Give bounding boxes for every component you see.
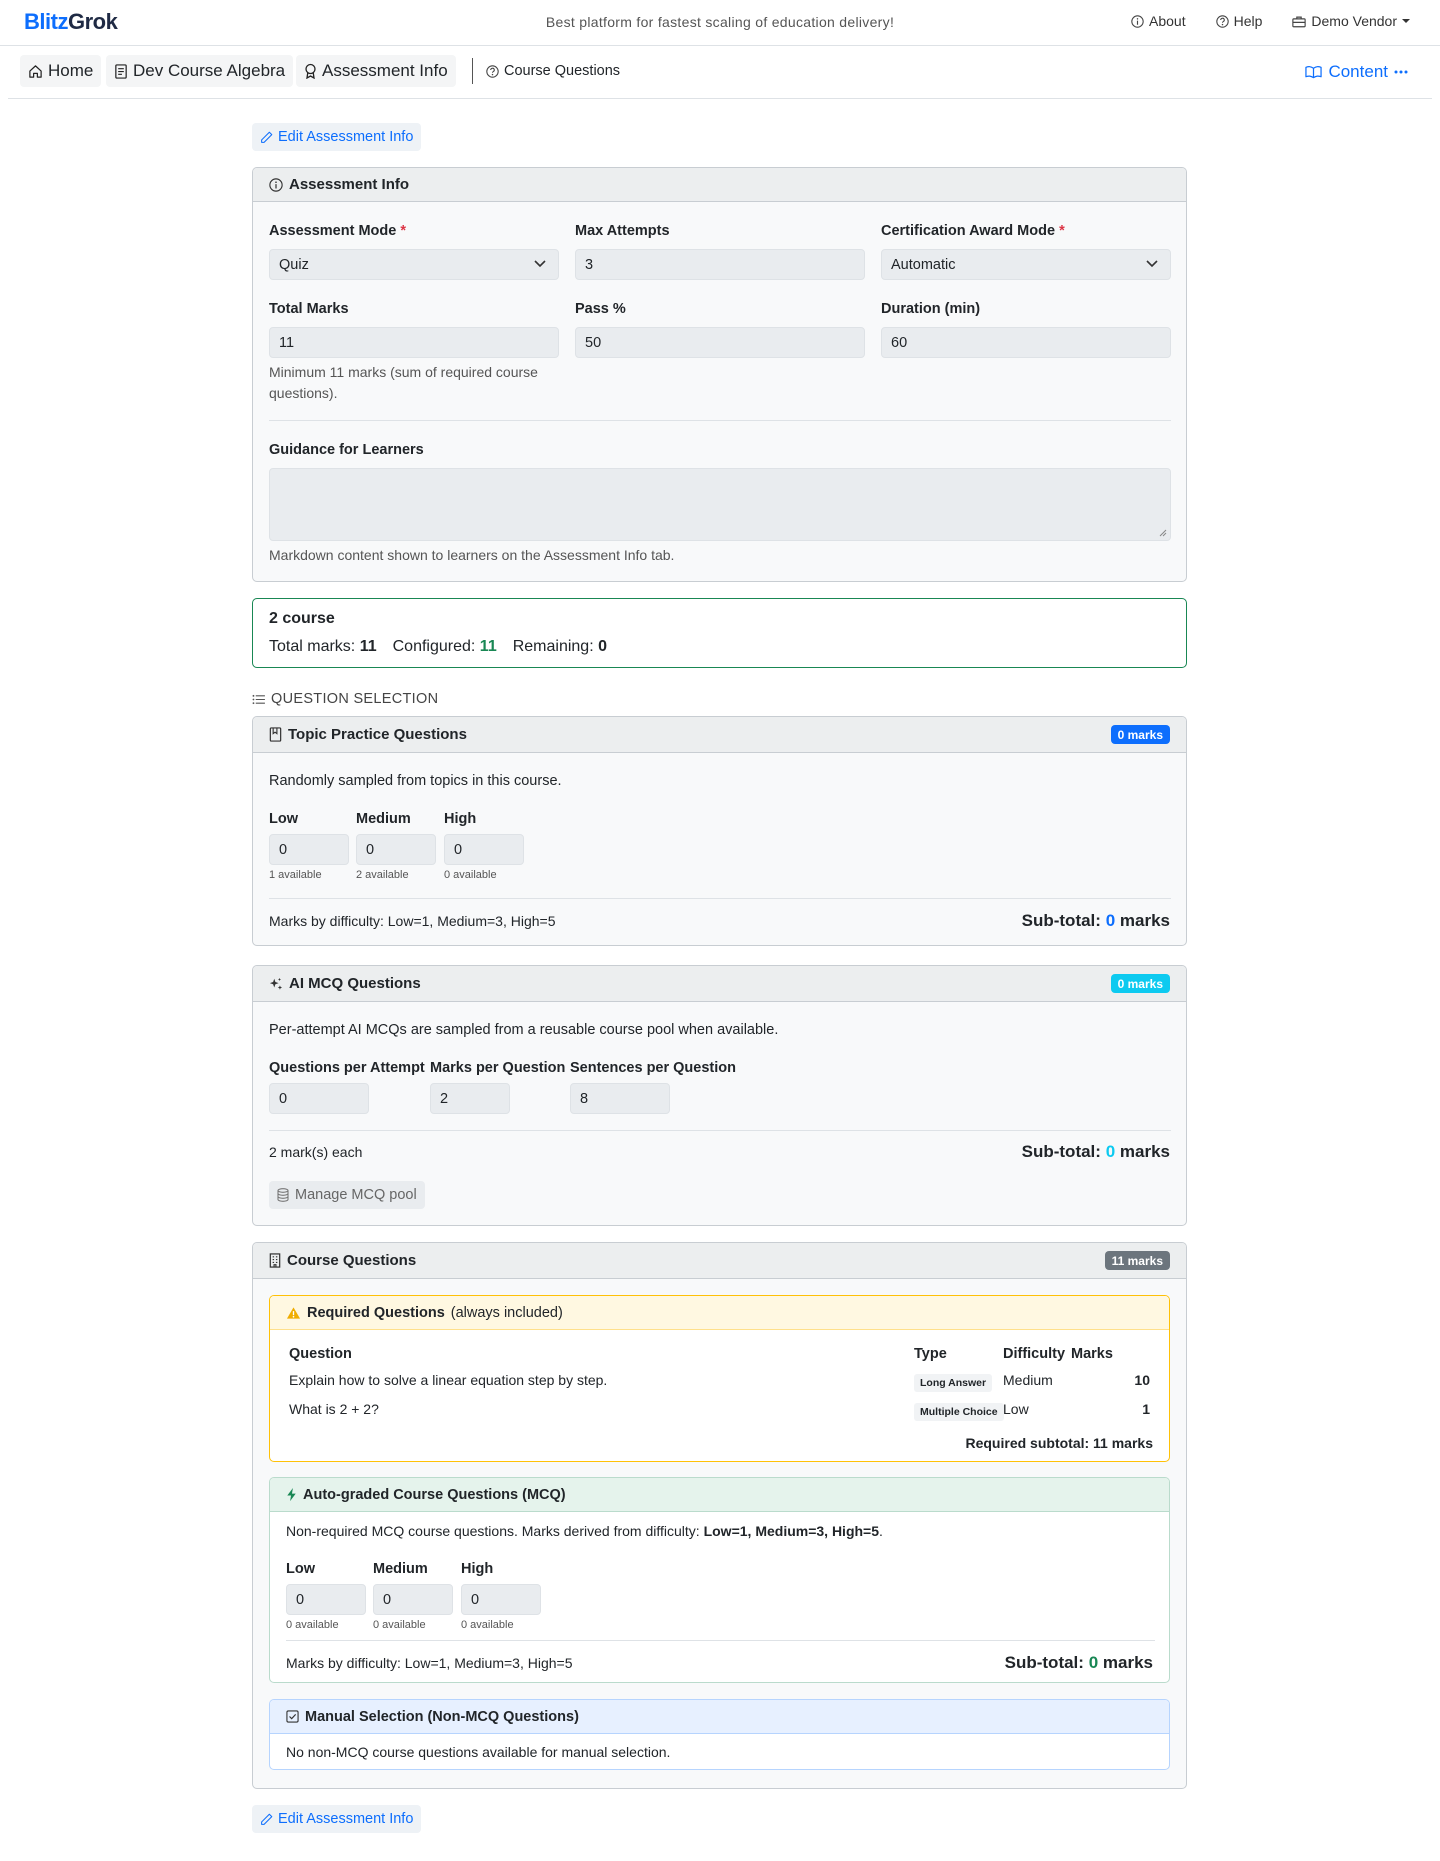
vendor-label: Demo Vendor (1311, 13, 1397, 29)
award-icon (304, 63, 317, 79)
topic-practice-card (252, 716, 1187, 946)
auto-low-input[interactable] (286, 1584, 366, 1615)
auto-high-available: 0 available (461, 1619, 514, 1631)
ai-mcq-subtotal-value: 0 (1105, 1142, 1116, 1161)
ai-mcq-desc: Per-attempt AI MCQs are sampled from a reusable course pool when available. (269, 1022, 779, 1038)
assessment-mode-select[interactable] (269, 249, 559, 280)
required-marker: * (400, 223, 407, 239)
auto-graded-desc-text: Non-required MCQ course questions. Marks derived from difficulty: (286, 1523, 704, 1539)
breadcrumb-assessment[interactable] (296, 55, 456, 87)
col-header-type: Type (914, 1346, 947, 1362)
help-label: Help (1233, 13, 1263, 29)
total-marks-value: 11 (279, 334, 295, 351)
required-subtotal: Required subtotal: 11 marks (965, 1435, 1153, 1451)
manage-mcq-pool-label: Manage MCQ pool (295, 1187, 417, 1203)
topic-low-label: Low (269, 811, 298, 827)
auto-graded-desc (286, 1523, 883, 1539)
auto-subtotal-label: Sub-total: (1004, 1653, 1084, 1672)
brand-part-b: Grok (67, 9, 118, 34)
breadcrumb-current (478, 55, 628, 87)
assessment-mode-label (269, 223, 406, 239)
required-questions-card (269, 1295, 1170, 1462)
check-square-icon (286, 1710, 299, 1723)
brand-part-a: Blitz (24, 9, 68, 34)
auto-marks-by-difficulty: Marks by difficulty: Low=1, Medium=3, High=5 (286, 1655, 573, 1671)
top-bar (0, 0, 1440, 46)
auto-medium-label: Medium (373, 1561, 428, 1577)
cert-award-mode-value: Automatic (891, 256, 956, 273)
help-link[interactable] (1216, 13, 1263, 29)
chevron-down-icon (534, 260, 546, 268)
breadcrumb-assessment-label: Assessment Info (322, 61, 448, 80)
pass-percent-label: Pass % (575, 301, 626, 317)
question-selection-heading (252, 691, 438, 707)
pencil-icon (260, 131, 273, 144)
ai-mcq-card (252, 965, 1187, 1226)
database-icon (277, 1188, 289, 1202)
assessment-mode-label-text: Assessment Mode (269, 223, 397, 239)
question-selection-label: QUESTION SELECTION (271, 691, 439, 707)
course-questions-title: Course Questions (287, 1252, 417, 1269)
required-marker: * (1059, 223, 1065, 239)
max-attempts-input[interactable] (575, 249, 865, 280)
warning-icon (286, 1306, 301, 1320)
about-label: About (1149, 13, 1186, 29)
cert-award-mode-label (881, 223, 1065, 239)
lightning-icon (286, 1487, 297, 1502)
auto-medium-input[interactable] (373, 1584, 453, 1615)
summary-remaining-label: Remaining: (512, 638, 594, 655)
auto-medium-value: 0 (383, 1591, 392, 1608)
cert-award-mode-label-text: Certification Award Mode (881, 223, 1056, 239)
divider (269, 420, 1171, 421)
edit-assessment-label: Edit Assessment Info (278, 1811, 414, 1827)
info-icon (269, 178, 283, 192)
topic-medium-label: Medium (356, 811, 411, 827)
topic-medium-available: 2 available (356, 869, 409, 881)
edit-assessment-button[interactable] (252, 123, 421, 151)
resize-handle-icon[interactable] (1159, 529, 1167, 537)
max-attempts-value: 3 (585, 256, 594, 273)
row-difficulty: Low (1003, 1401, 1029, 1417)
summary-configured-label: Configured: (392, 638, 476, 655)
required-questions-title: Required Questions (307, 1304, 445, 1321)
auto-low-available: 0 available (286, 1619, 339, 1631)
auto-graded-title: Auto-graded Course Questions (MCQ) (303, 1486, 566, 1503)
summary-total (269, 638, 377, 656)
pencil-icon (260, 1813, 273, 1826)
assessment-mode-value: Quiz (279, 256, 309, 273)
questions-per-attempt-input[interactable] (269, 1083, 369, 1114)
edit-assessment-label: Edit Assessment Info (278, 129, 414, 145)
marks-per-question-label: Marks per Question (430, 1060, 566, 1076)
auto-subtotal (1005, 1653, 1153, 1673)
assessment-info-card (252, 167, 1187, 582)
list-icon (252, 694, 265, 705)
summary-remaining-value: 0 (598, 638, 608, 655)
ai-mcq-subtotal-label: Sub-total: (1021, 1142, 1101, 1161)
summary-configured (393, 638, 497, 656)
row-type-badge: Multiple Choice (914, 1403, 1004, 1421)
summary-configured-value: 11 (479, 638, 497, 655)
ai-mcq-subtotal-unit: marks (1119, 1142, 1170, 1161)
auto-high-input[interactable] (461, 1584, 541, 1615)
breadcrumb-home[interactable] (20, 55, 101, 87)
manual-selection-header (270, 1700, 1169, 1734)
col-header-marks: Marks (1071, 1346, 1113, 1362)
total-marks-input[interactable] (269, 327, 559, 358)
topic-high-value: 0 (454, 841, 463, 858)
max-attempts-label: Max Attempts (575, 223, 670, 239)
course-questions-header (253, 1243, 1186, 1279)
cert-award-mode-select[interactable] (881, 249, 1171, 280)
breadcrumb-course[interactable] (106, 55, 293, 87)
duration-value: 60 (891, 334, 908, 351)
topic-practice-badge: 0 marks (1111, 725, 1170, 744)
topic-high-available: 0 available (444, 869, 497, 881)
row-type-badge: Long Answer (914, 1374, 992, 1392)
col-header-difficulty: Difficulty (1003, 1346, 1066, 1362)
auto-graded-card (269, 1477, 1170, 1683)
guidance-textarea[interactable] (269, 468, 1171, 541)
auto-medium-available: 0 available (373, 1619, 426, 1631)
caret-down-icon (1402, 18, 1410, 24)
duration-label: Duration (min) (881, 301, 981, 317)
required-questions-subtitle: (always included) (450, 1304, 563, 1321)
course-questions-card (252, 1242, 1187, 1789)
topic-subtotal-value: 0 (1105, 911, 1116, 930)
building-icon (269, 1253, 281, 1268)
sparkles-icon (269, 977, 283, 991)
ai-mcq-header (253, 966, 1186, 1002)
divider (286, 1640, 1155, 1641)
row-marks: 1 (1142, 1401, 1150, 1417)
divider (269, 898, 1171, 899)
summary-title: 2 course (269, 610, 335, 627)
tagline: Best platform for fastest scaling of education delivery! (545, 14, 895, 30)
questions-per-attempt-value: 0 (279, 1090, 288, 1107)
topic-high-input[interactable] (444, 834, 524, 865)
topic-subtotal (1022, 911, 1170, 931)
topic-practice-header (253, 717, 1186, 753)
breadcrumb-home-label: Home (48, 61, 94, 80)
auto-subtotal-value: 0 (1088, 1653, 1099, 1672)
topic-low-available: 1 available (269, 869, 322, 881)
vendor-dropdown[interactable] (1292, 13, 1410, 29)
auto-subtotal-unit: marks (1102, 1653, 1153, 1672)
sentences-per-question-value: 8 (580, 1090, 589, 1107)
content-menu-label: Content (1328, 62, 1388, 81)
total-marks-help: Minimum 11 marks (sum of required course questions). (269, 364, 538, 401)
more-icon (1394, 70, 1408, 74)
edit-assessment-button-bottom[interactable] (252, 1805, 421, 1833)
course-questions-badge: 11 marks (1105, 1251, 1170, 1270)
guidance-help: Markdown content shown to learners on the Assessment Info tab. (269, 547, 675, 563)
questions-per-attempt-label: Questions per Attempt (269, 1060, 425, 1076)
manual-selection-desc: No non-MCQ course questions available for manual selection. (286, 1744, 671, 1760)
topic-subtotal-unit: marks (1119, 911, 1170, 930)
summary-total-label: Total marks: (269, 638, 356, 655)
manual-selection-card (269, 1699, 1170, 1770)
marks-per-question-value: 2 (440, 1090, 449, 1107)
summary-remaining (513, 638, 607, 656)
ai-mcq-subtotal (1022, 1142, 1170, 1162)
ai-mcq-badge: 0 marks (1111, 974, 1170, 993)
topic-practice-title: Topic Practice Questions (288, 726, 467, 743)
briefcase-icon (1292, 15, 1306, 28)
topic-low-value: 0 (279, 841, 288, 858)
manual-selection-title: Manual Selection (Non-MCQ Questions) (305, 1708, 579, 1725)
chevron-down-icon (1146, 260, 1158, 268)
duration-input[interactable] (881, 327, 1171, 358)
breadcrumb-divider (472, 58, 473, 84)
topic-medium-value: 0 (366, 841, 375, 858)
topic-medium-input[interactable] (356, 834, 436, 865)
row-difficulty: Medium (1003, 1372, 1053, 1388)
auto-high-value: 0 (471, 1591, 480, 1608)
content-menu[interactable] (1305, 62, 1408, 82)
breadcrumb-current-label: Course Questions (504, 63, 621, 79)
assessment-info-header (253, 168, 1186, 202)
manage-mcq-pool-button[interactable] (269, 1181, 425, 1209)
auto-graded-desc-bold: Low=1, Medium=3, High=5 (703, 1523, 880, 1539)
breadcrumb-course-label: Dev Course Algebra (133, 61, 286, 80)
topic-subtotal-label: Sub-total: (1021, 911, 1101, 930)
pass-percent-input[interactable] (575, 327, 865, 358)
auto-low-label: Low (286, 1561, 315, 1577)
col-header-question: Question (289, 1346, 352, 1362)
ai-mcq-title: AI MCQ Questions (289, 975, 421, 992)
about-link[interactable] (1131, 13, 1186, 29)
marks-per-question-input[interactable] (430, 1083, 510, 1114)
divider (269, 1130, 1171, 1131)
summary-total-value: 11 (359, 638, 377, 655)
total-marks-label: Total Marks (269, 301, 349, 317)
book-icon (1305, 65, 1322, 79)
sentences-per-question-input[interactable] (570, 1083, 670, 1114)
assessment-info-title: Assessment Info (289, 176, 410, 193)
question-circle-icon (1216, 15, 1229, 28)
question-circle-icon (486, 65, 499, 78)
auto-graded-header (270, 1478, 1169, 1512)
topic-marks-by-difficulty: Marks by difficulty: Low=1, Medium=3, High=5 (269, 913, 556, 929)
ai-mcq-marks-each: 2 mark(s) each (269, 1144, 363, 1160)
required-questions-header (270, 1296, 1169, 1330)
summary-line (269, 638, 607, 656)
row-question: What is 2 + 2? (289, 1401, 379, 1417)
bookmark-book-icon (269, 727, 282, 742)
auto-high-label: High (461, 1561, 494, 1577)
guidance-label: Guidance for Learners (269, 442, 424, 458)
topic-low-input[interactable] (269, 834, 349, 865)
row-question: Explain how to solve a linear equation step by step. (289, 1372, 608, 1388)
info-icon (1131, 15, 1144, 28)
marks-summary (252, 598, 1187, 668)
row-marks: 10 (1134, 1372, 1150, 1388)
house-icon (28, 64, 43, 79)
sentences-per-question-label: Sentences per Question (570, 1060, 736, 1076)
pass-percent-value: 50 (585, 334, 602, 351)
auto-graded-desc-end: . (879, 1523, 883, 1539)
journal-icon (114, 64, 128, 79)
breadcrumb (8, 46, 1432, 99)
topic-high-label: High (444, 811, 477, 827)
auto-low-value: 0 (296, 1591, 305, 1608)
topic-practice-desc: Randomly sampled from topics in this course. (269, 773, 562, 789)
